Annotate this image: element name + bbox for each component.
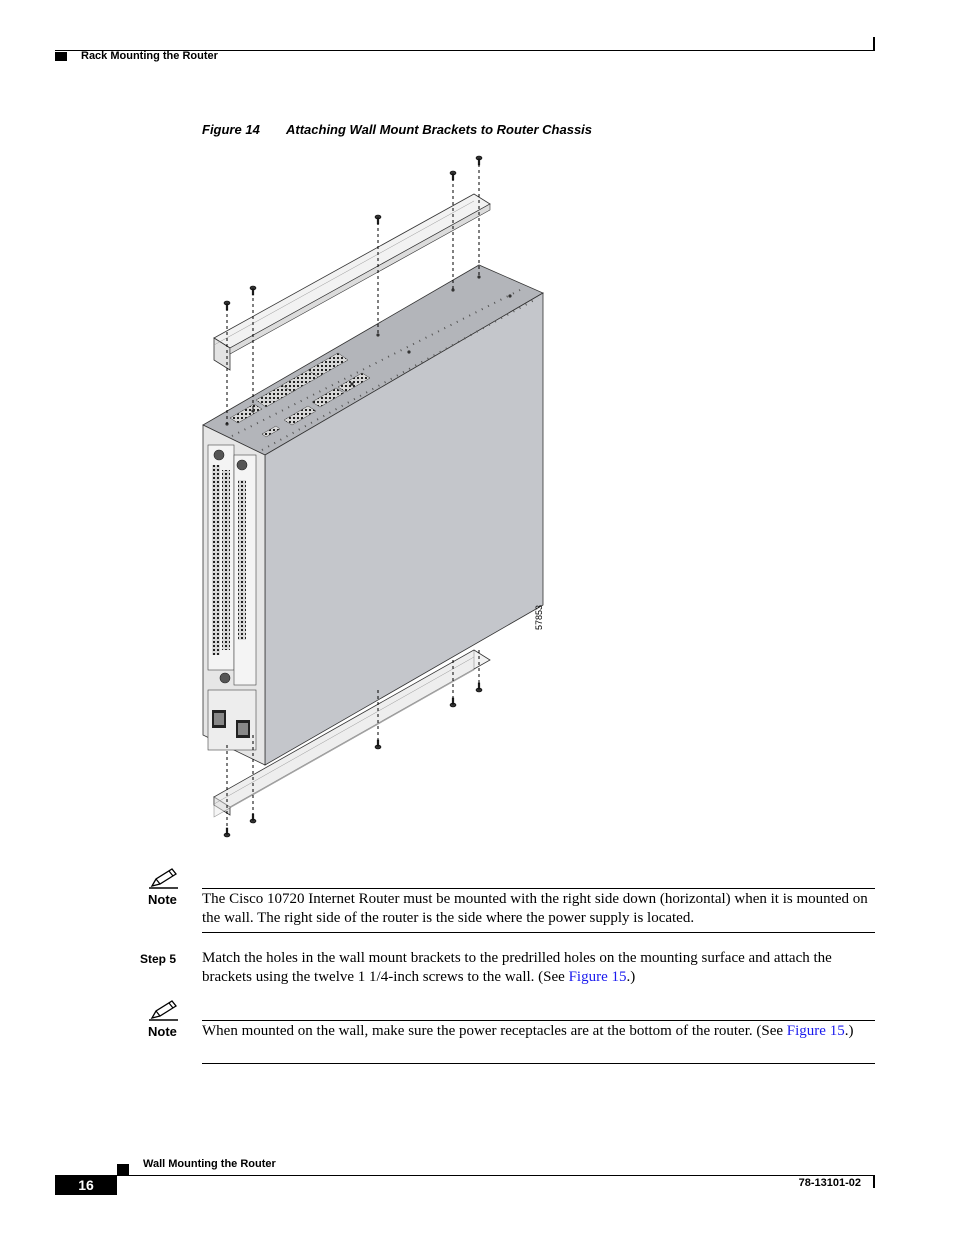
footer-marker xyxy=(117,1164,129,1175)
footer-section-title: Wall Mounting the Router xyxy=(143,1158,276,1170)
note1-top-rule xyxy=(202,888,875,889)
note2-bottom-rule xyxy=(202,1063,875,1064)
figure-title: Attaching Wall Mount Brackets to Router Chassis xyxy=(286,122,593,137)
note-pencil-icon xyxy=(148,998,180,1022)
figure-number: Figure 14 xyxy=(202,122,260,137)
step5-text-after: .) xyxy=(626,969,636,985)
header-section-title: Rack Mounting the Router xyxy=(81,50,218,62)
note2-top-rule xyxy=(202,1020,875,1021)
footer-tick xyxy=(873,1175,875,1188)
note2-text-before: When mounted on the wall, make sure the power receptacles are at the bottom of the router. (See xyxy=(202,1023,787,1039)
note1-label: Note xyxy=(148,892,177,907)
note2-text xyxy=(202,1022,872,1041)
header-tick xyxy=(873,37,875,51)
document-number: 78-13101-02 xyxy=(798,1177,861,1189)
footer-rule xyxy=(117,1175,875,1176)
header-marker xyxy=(55,52,67,61)
step5-text xyxy=(202,949,872,987)
step5-label: Step 5 xyxy=(140,952,177,966)
note1-bottom-rule xyxy=(202,932,875,933)
note2-figure-link[interactable]: Figure 15 xyxy=(786,1023,845,1039)
figure-caption xyxy=(202,122,592,137)
figure-art-id: 57853 xyxy=(534,604,544,630)
step5-figure-link[interactable]: Figure 15 xyxy=(568,969,627,985)
note2-text-after: .) xyxy=(844,1023,854,1039)
page-number: 16 xyxy=(55,1175,117,1195)
step5-text-before: Match the holes in the wall mount brackets to the predrilled holes on the mounting surface and attach the brackets using the twelve 1 1/4-inch screws to the wall. (See xyxy=(202,950,832,985)
note2-label: Note xyxy=(148,1024,177,1039)
note1-text: The Cisco 10720 Internet Router must be mounted with the right side down (horizontal) when it is mounted on the wall. The right side of the router is the side where the power supply is located. xyxy=(202,891,868,926)
note-pencil-icon xyxy=(148,866,180,890)
router-bracket-illustration xyxy=(195,150,555,850)
